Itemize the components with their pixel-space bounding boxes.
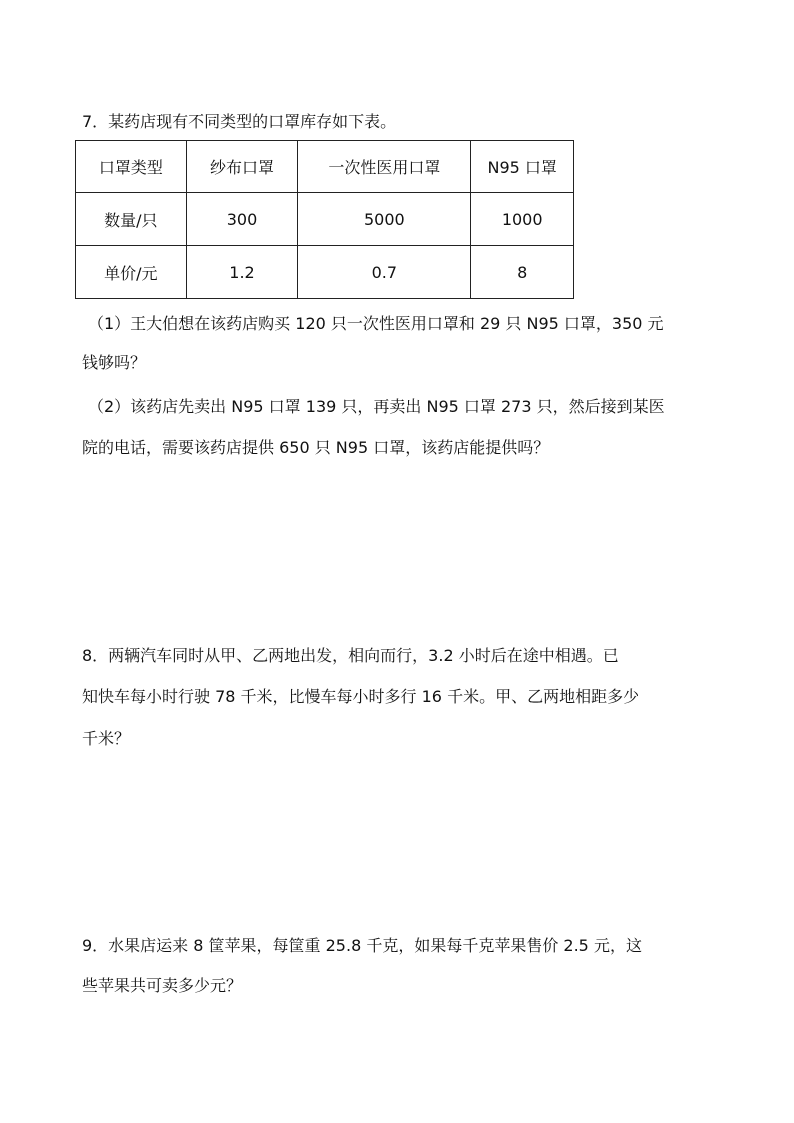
table-cell: 1000: [471, 193, 574, 246]
question-9-line-2: 些苹果共可卖多少元？: [82, 976, 243, 995]
mask-inventory-table: [75, 140, 574, 299]
question-7-part-2-line-1: （2）该药店先卖出 N95 口罩 139 只，再卖出 N95 口罩 273 只，然后接到某医: [88, 397, 665, 416]
header-cell: N95 口罩: [471, 141, 574, 193]
table-cell: 0.7: [298, 246, 471, 299]
header-cell: 一次性医用口罩: [298, 141, 471, 193]
question-7-part-1-line-2: 钱够吗？: [82, 353, 147, 372]
table-cell: 单价/元: [76, 246, 187, 299]
table-cell: 1.2: [186, 246, 298, 299]
header-cell: 纱布口罩: [186, 141, 298, 193]
question-8-line-3: 千米？: [82, 729, 131, 748]
question-7-title: 7．某药店现有不同类型的口罩库存如下表。: [82, 112, 397, 131]
table-row: [76, 193, 574, 246]
question-9-line-1: 9．水果店运来 8 筐苹果，每筐重 25.8 千克，如果每千克苹果售价 2.5 元，这: [82, 936, 642, 955]
table-cell: 5000: [298, 193, 471, 246]
question-8-line-1: 8．两辆汽车同时从甲、乙两地出发，相向而行，3.2 小时后在途中相遇。已: [82, 646, 619, 665]
table-cell: 8: [471, 246, 574, 299]
question-7-part-1-line-1: （1）王大伯想在该药店购买 120 只一次性医用口罩和 29 只 N95 口罩，350 元: [88, 314, 664, 333]
table-header-row: [76, 141, 574, 193]
question-7-part-2-line-2: 院的电话，需要该药店提供 650 只 N95 口罩，该药店能提供吗？: [82, 438, 550, 457]
table-row: [76, 246, 574, 299]
question-8-line-2: 知快车每小时行驶 78 千米，比慢车每小时多行 16 千米。甲、乙两地相距多少: [82, 687, 640, 706]
table-cell: 300: [186, 193, 298, 246]
header-cell: 口罩类型: [76, 141, 187, 193]
table-cell: 数量/只: [76, 193, 187, 246]
